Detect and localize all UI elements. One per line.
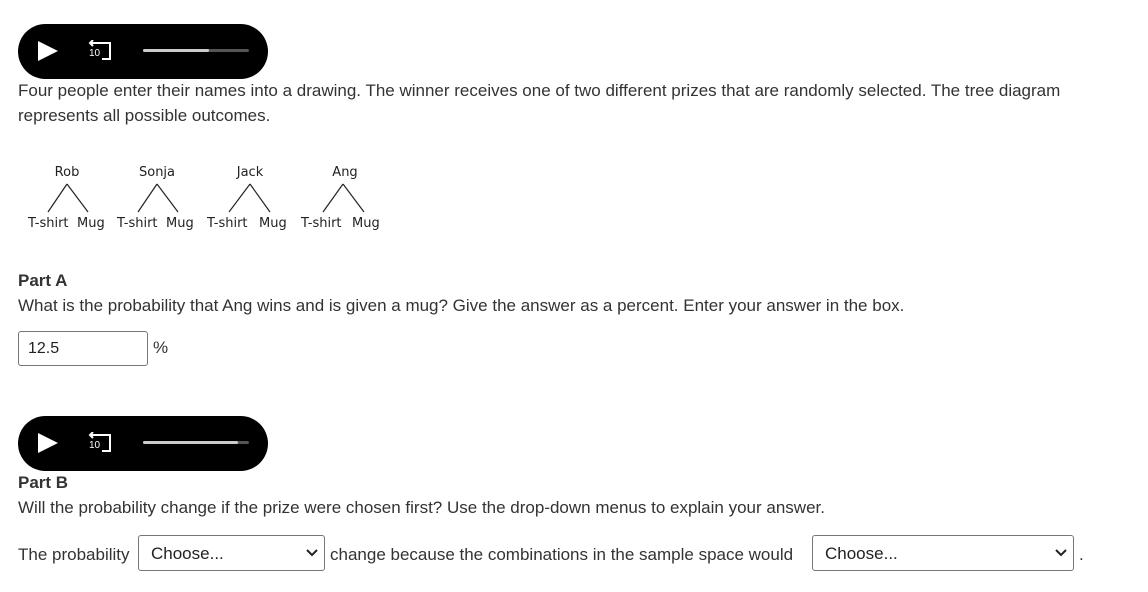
sample-space-dropdown[interactable] <box>812 535 1074 571</box>
tree-leaf: Mug <box>77 216 105 231</box>
tree-name-rob: Rob <box>54 165 80 180</box>
tree-leaf: Mug <box>352 216 380 231</box>
tree-leaf: Mug <box>166 216 194 231</box>
part-b-label: Part B <box>18 473 69 492</box>
tree-leaf: T-shirt <box>207 216 248 231</box>
dropdown-value: Choose... <box>825 544 898 563</box>
audio-progress-fill <box>143 441 238 444</box>
part-b-question: Will the probability change if the prize were chosen first? Use the drop-down menus to explain your answer. <box>18 498 825 517</box>
intro-text: Four people enter their names into a drawing. The winner receives one of two different prizes that are randomly selected. The tree diagram represents all possible outcomes. <box>18 81 1061 125</box>
tree-leaf: T-shirt <box>28 216 69 231</box>
tree-leaf: T-shirt <box>117 216 158 231</box>
part-a-answer-input[interactable] <box>18 331 148 366</box>
tree-diagram <box>20 160 400 240</box>
rewind-label: 10 <box>89 440 101 451</box>
audio-progress-fill <box>143 49 209 52</box>
chevron-down-icon <box>1055 548 1067 558</box>
sentence-middle: change because the combinations in the sample space would <box>330 545 794 564</box>
play-button[interactable] <box>38 433 58 453</box>
tree-name-jack: Jack <box>236 165 264 180</box>
percent-unit: % <box>153 338 169 357</box>
sentence-end: . <box>1079 545 1084 564</box>
chevron-down-icon <box>306 548 318 558</box>
dropdown-value: Choose... <box>151 544 224 563</box>
tree-leaf: Mug <box>259 216 287 231</box>
rewind-10-button[interactable] <box>88 432 116 456</box>
probability-change-dropdown[interactable] <box>138 535 325 571</box>
tree-name-ang: Ang <box>332 165 358 180</box>
rewind-10-button[interactable] <box>88 40 116 64</box>
audio-player <box>18 24 268 79</box>
audio-player <box>18 416 268 471</box>
audio-progress-track[interactable] <box>143 49 249 52</box>
sentence-start: The probability <box>18 545 130 564</box>
rewind-label: 10 <box>89 48 101 59</box>
part-a-question: What is the probability that Ang wins and is given a mug? Give the answer as a percent. Enter your answer in the box. <box>18 296 905 315</box>
tree-name-sonja: Sonja <box>138 165 176 180</box>
tree-leaf: T-shirt <box>301 216 342 231</box>
audio-progress-track[interactable] <box>143 441 249 444</box>
part-a-label: Part A <box>18 271 68 290</box>
play-button[interactable] <box>38 41 58 61</box>
